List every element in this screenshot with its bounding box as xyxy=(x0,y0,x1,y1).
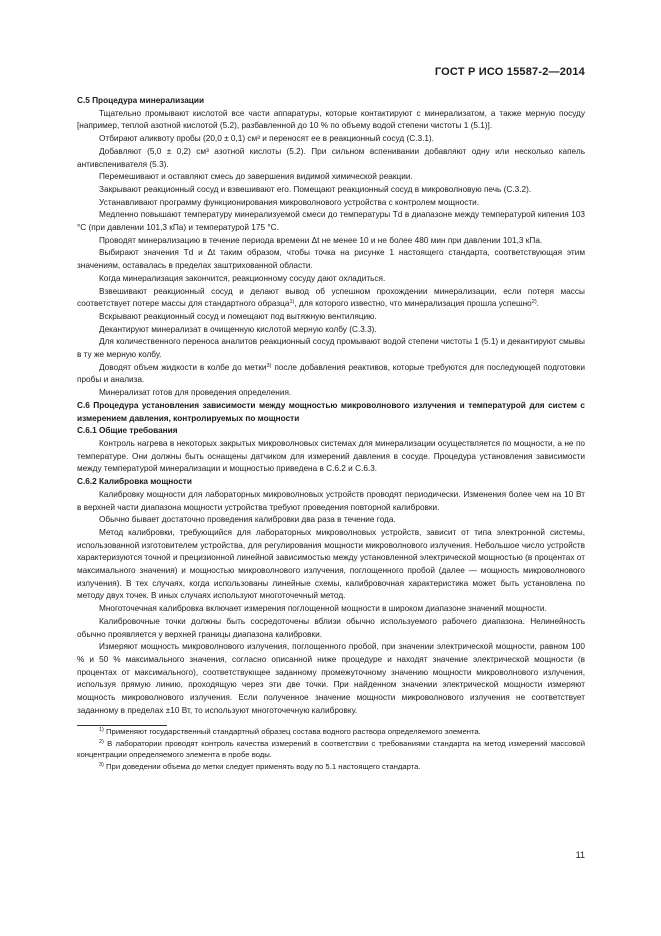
text-run: после добавления реактивов, которые требуются для последующей подготовки пробы и анализа. xyxy=(77,362,586,385)
paragraph: Отбирают аликвоту пробы (20,0 ± 0,1) см³ и переносят ее в реакционный сосуд (С.3.1). xyxy=(99,134,434,144)
paragraph: Добавляют (5,0 ± 0,2) см³ азотной кислоты (5.2). При сильном вспенивании добавляют одну или несколько капель антивспенивателя (5.3). xyxy=(77,146,585,169)
paragraph-with-footnote xyxy=(77,362,585,387)
paragraph: Вскрывают реакционный сосуд и помещают под вытяжную вентиляцию. xyxy=(99,311,377,321)
paragraph: Проводят минерализацию в течение периода времени Δt не менее 10 и не более 480 мин при давлении 101,3 кПа. xyxy=(99,235,543,245)
footnotes xyxy=(77,726,585,772)
page-number: 11 xyxy=(575,850,585,860)
footnote-marker: 2) xyxy=(531,299,537,306)
section-c62-title: С.6.2 Калибровка мощности xyxy=(77,477,192,487)
section-c5-title: С.5 Процедура минерализации xyxy=(77,96,205,105)
text-run: Взвешивают реакционный сосуд и делают вывод об успешном прохождении минерализации, если потеря массы соответствует потере массы для стандартного образца xyxy=(77,286,585,309)
paragraph: Измеряют мощность микроволнового излучения, поглощенного пробой, при значении электрической мощности, равном 100 % и 50 % максимального значения, согласно описанной ниже процедуре и находят значение электрической мощности (в процентах от максимального), соответствующее заданному промежуточному значению мощности микроволнового излучения, используя прямую линию, проходящую через эти две точки. При найденном значении электрической мощности измеряют мощность микроволнового излучения. Если полученное значение мощности микроволнового излучения не соответствует заданному в пределах ±10 Вт, то используют многоточечную калибровку. xyxy=(77,642,585,715)
paragraph: Декантируют минерализат в очищенную кислотой мерную колбу (С.3.3). xyxy=(99,324,377,334)
page-content xyxy=(77,95,585,772)
text-run: . xyxy=(536,299,539,309)
paragraph: Устанавливают программу функционирования микроволнового устройства с контролем мощности. xyxy=(99,197,480,207)
footnote-1 xyxy=(77,726,585,738)
paragraph: Многоточечная калибровка включает измерения поглощенной мощности в широком диапазоне значений мощности. xyxy=(99,604,547,614)
paragraph: Обычно бывает достаточно проведения калибровки два раза в течение года. xyxy=(99,515,396,525)
paragraph: Минерализат готов для проведения определения. xyxy=(99,388,292,398)
footnote-3 xyxy=(77,761,585,773)
footnote-text: В лаборатории проводят контроль качества измерений в соответствии с требованиями стандарта на метод измерений массовой концентрации определяемого элемента в пробе воды. xyxy=(77,738,585,760)
footnote-marker: 1) xyxy=(289,299,295,306)
paragraph: Калибровку мощности для лабораторных микроволновых устройств проводят периодически. Изменения более чем на 10 Вт в верхней части диапазона мощности устройства требуют проведения повторной калибровки. xyxy=(77,489,585,512)
text-run: Доводят объем жидкости в колбе до метки xyxy=(99,362,267,372)
section-c6-title: С.6 Процедура установления зависимости между мощностью микроволнового излучения и температурой для систем с измерением давления, контролируемых по мощности xyxy=(77,400,585,423)
paragraph: Медленно повышают температуру минерализуемой смеси до температуры Тd в диапазоне между температурой кипения 103 °С (при давлении 101,3 кПа) и температурой 175 °С. xyxy=(77,210,585,233)
paragraph: Выбирают значения Тd и Δt таким образом, чтобы точка на рисунке 1 настоящего стандарта, соответствующая этим значениям, оставалась в пределах заштрихованной области. xyxy=(77,248,585,271)
footnote-marker: 3) xyxy=(266,362,272,369)
footnote-2 xyxy=(77,738,585,761)
footnote-marker: 2) xyxy=(99,738,104,745)
paragraph: Для количественного переноса аналитов реакционный сосуд промывают водой степени чистоты 1 (5.1) и декантируют смывы в ту же мерную колбу. xyxy=(77,337,585,360)
paragraph: Перемешивают и оставляют смесь до завершения видимой химической реакции. xyxy=(99,172,413,182)
footnote-marker: 3) xyxy=(99,761,104,768)
document-header: ГОСТ Р ИСО 15587-2—2014 xyxy=(434,66,585,78)
footnote-text: При доведении объема до метки следует применять воду по 5.1 настоящего стандарта. xyxy=(106,761,421,771)
paragraph: Калибровочные точки должны быть сосредоточены вблизи обычно используемого рабочего диапазона. Нелинейность обычно проявляется у верхней границы диапазона калибровки. xyxy=(77,616,585,639)
paragraph-with-footnotes xyxy=(77,286,585,311)
text-run: , для которого известно, что минерализация прошла успешно xyxy=(294,299,532,309)
footnote-marker: 1) xyxy=(99,727,104,734)
paragraph: Закрывают реакционный сосуд и взвешивают его. Помещают реакционный сосуд в микроволновую печь (С.3.2). xyxy=(99,184,532,194)
paragraph: Тщательно промывают кислотой все части аппаратуры, которые контактируют с минерализатом, а также мерную посуду [например, теплой азотной кислотой (5.2), разбавленной до 10 % по объему водой степени чистоты 1 (5.1)]. xyxy=(77,108,585,131)
section-c61-title: С.6.1 Общие требования xyxy=(77,426,178,436)
footnote-text: Применяют государственный стандартный образец состава водного раствора определяемого элемента. xyxy=(106,727,481,737)
paragraph: Метод калибровки, требующийся для лабораторных микроволновых устройств, зависит от типа электронной системы, использованной изготовителем устройства, для регулирования мощности микроволнового излучения. Небольшое число устройств характеризуются точной и прецизионной линейной зависимостью между установленной электрической мощностью (в процентах от максимального значения) и мощностью микроволнового излучения, поглощенного пробой (далее — мощность микроволнового излучения). В тех случаях, когда использованы линейные схемы, калибровочная характеристика может быть установлена по методу двух точек. В иных случаях используют многоточечный метод. xyxy=(77,527,585,601)
paragraph: Контроль нагрева в некоторых закрытых микроволновых системах для минерализации осуществляется по мощности, а не по температуре. Они должны быть оснащены датчиком для измерений давления в сосуде. Процедура установления зависимости между температурой минерализации и мощностью приведена в С.6.2 и С.6.3. xyxy=(77,438,585,474)
paragraph: Когда минерализация закончится, реакционному сосуду дают охладиться. xyxy=(99,273,386,283)
